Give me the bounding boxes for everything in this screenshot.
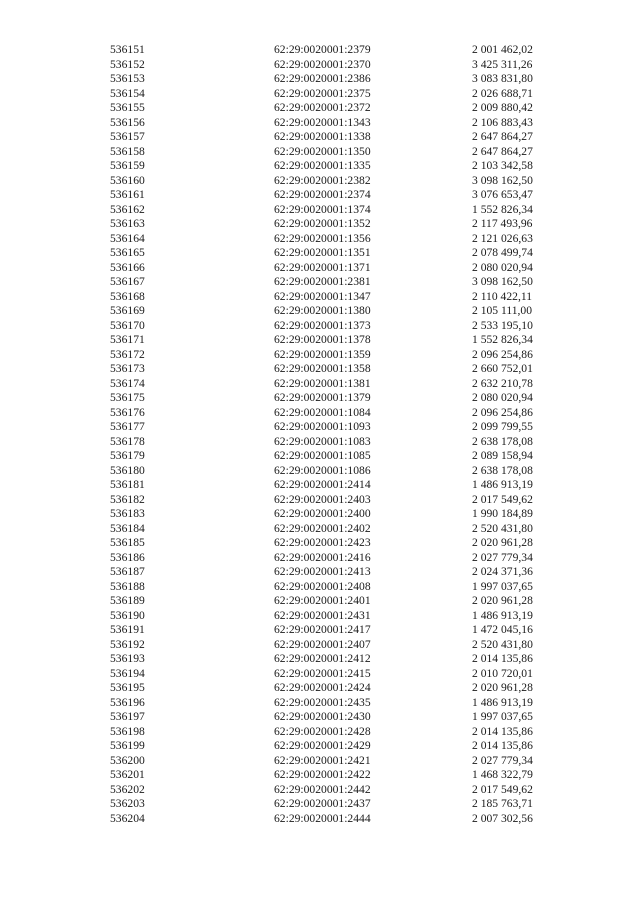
table-row xyxy=(0,362,640,377)
row-id: 536178 xyxy=(110,434,145,448)
cadastral-value: 2 105 111,00 xyxy=(472,304,533,317)
cadastral-value: 2 010 720,01 xyxy=(472,666,533,680)
cadastral-number: 62:29:0020001:1093 xyxy=(274,420,371,433)
table-row xyxy=(0,159,640,174)
row-id: 536173 xyxy=(110,362,145,375)
cadastral-number: 62:29:0020001:2370 xyxy=(274,57,371,71)
cadastral-number: 62:29:0020001:2372 xyxy=(274,101,371,114)
table-row xyxy=(0,696,640,711)
row-id: 536187 xyxy=(110,565,145,578)
table-row xyxy=(0,493,640,508)
table-row xyxy=(0,58,640,73)
table-row xyxy=(0,464,640,479)
cadastral-number: 62:29:0020001:2408 xyxy=(274,579,371,593)
cadastral-value: 1 997 037,65 xyxy=(472,579,533,593)
row-id: 536197 xyxy=(110,710,145,723)
row-id: 536165 xyxy=(110,246,145,259)
cadastral-number: 62:29:0020001:2442 xyxy=(274,782,371,796)
cadastral-number: 62:29:0020001:2429 xyxy=(274,739,371,752)
cadastral-number: 62:29:0020001:2416 xyxy=(274,550,371,564)
cadastral-value: 3 098 162,50 xyxy=(472,173,533,187)
cadastral-value: 2 121 026,63 xyxy=(472,231,533,245)
table-row xyxy=(0,377,640,392)
cadastral-value: 2 014 135,86 xyxy=(472,724,533,738)
cadastral-number: 62:29:0020001:1351 xyxy=(274,246,371,259)
cadastral-value: 2 110 422,11 xyxy=(472,289,533,303)
table-row xyxy=(0,391,640,406)
cadastral-number: 62:29:0020001:1083 xyxy=(274,434,371,448)
table-row xyxy=(0,145,640,160)
cadastral-number: 62:29:0020001:1084 xyxy=(274,405,371,419)
row-id: 536176 xyxy=(110,405,145,419)
table-row xyxy=(0,667,640,682)
row-id: 536168 xyxy=(110,289,145,303)
row-id: 536157 xyxy=(110,130,145,143)
row-id: 536153 xyxy=(110,72,145,85)
cadastral-value: 2 014 135,86 xyxy=(472,652,533,665)
cadastral-value: 1 997 037,65 xyxy=(472,710,533,723)
row-id: 536183 xyxy=(110,507,145,520)
cadastral-number: 62:29:0020001:1371 xyxy=(274,260,371,274)
row-id: 536154 xyxy=(110,86,145,100)
row-id: 536155 xyxy=(110,101,145,114)
cadastral-value: 2 117 493,96 xyxy=(472,217,533,230)
table-row xyxy=(0,812,640,827)
cadastral-value: 2 009 880,42 xyxy=(472,101,533,114)
row-id: 536161 xyxy=(110,188,145,201)
cadastral-number: 62:29:0020001:2424 xyxy=(274,681,371,694)
table-row xyxy=(0,406,640,421)
table-row xyxy=(0,710,640,725)
cadastral-number: 62:29:0020001:2435 xyxy=(274,695,371,709)
cadastral-value: 2 096 254,86 xyxy=(472,405,533,419)
table-row xyxy=(0,188,640,203)
row-id: 536152 xyxy=(110,57,145,71)
cadastral-value: 3 083 831,80 xyxy=(472,72,533,85)
cadastral-value: 2 001 462,02 xyxy=(472,43,533,56)
row-id: 536201 xyxy=(110,768,145,781)
row-id: 536175 xyxy=(110,391,145,404)
row-id: 536163 xyxy=(110,217,145,230)
row-id: 536160 xyxy=(110,173,145,187)
cadastral-number: 62:29:0020001:2414 xyxy=(274,478,371,491)
table-row xyxy=(0,594,640,609)
row-id: 536192 xyxy=(110,637,145,651)
table-row xyxy=(0,681,640,696)
cadastral-value: 2 024 371,36 xyxy=(472,565,533,578)
cadastral-value-table xyxy=(0,43,640,826)
table-row xyxy=(0,319,640,334)
cadastral-number: 62:29:0020001:1347 xyxy=(274,289,371,303)
row-id: 536171 xyxy=(110,333,145,346)
cadastral-number: 62:29:0020001:2402 xyxy=(274,521,371,535)
table-row xyxy=(0,275,640,290)
row-id: 536199 xyxy=(110,739,145,752)
cadastral-number: 62:29:0020001:2430 xyxy=(274,710,371,723)
table-row xyxy=(0,783,640,798)
table-row xyxy=(0,232,640,247)
table-row xyxy=(0,87,640,102)
table-row xyxy=(0,348,640,363)
table-row xyxy=(0,116,640,131)
row-id: 536191 xyxy=(110,623,145,636)
row-id: 536177 xyxy=(110,420,145,433)
cadastral-value: 1 486 913,19 xyxy=(472,695,533,709)
table-row xyxy=(0,551,640,566)
cadastral-number: 62:29:0020001:2379 xyxy=(274,43,371,56)
table-row xyxy=(0,478,640,493)
cadastral-value: 3 076 653,47 xyxy=(472,188,533,201)
row-id: 536196 xyxy=(110,695,145,709)
row-id: 536159 xyxy=(110,159,145,172)
row-id: 536203 xyxy=(110,797,145,810)
cadastral-value: 1 486 913,19 xyxy=(472,478,533,491)
row-id: 536179 xyxy=(110,449,145,462)
table-row xyxy=(0,72,640,87)
table-row xyxy=(0,304,640,319)
table-row xyxy=(0,725,640,740)
cadastral-number: 62:29:0020001:2444 xyxy=(274,811,371,825)
row-id: 536170 xyxy=(110,318,145,332)
table-row xyxy=(0,174,640,189)
cadastral-number: 62:29:0020001:2421 xyxy=(274,753,371,767)
cadastral-value: 2 520 431,80 xyxy=(472,637,533,651)
row-id: 536156 xyxy=(110,115,145,129)
cadastral-value: 2 017 549,62 xyxy=(472,492,533,506)
row-id: 536195 xyxy=(110,681,145,694)
cadastral-number: 62:29:0020001:1335 xyxy=(274,159,371,172)
cadastral-number: 62:29:0020001:1380 xyxy=(274,304,371,317)
table-row xyxy=(0,435,640,450)
cadastral-value: 2 020 961,28 xyxy=(472,594,533,607)
row-id: 536200 xyxy=(110,753,145,767)
table-row xyxy=(0,652,640,667)
table-row xyxy=(0,333,640,348)
cadastral-value: 1 472 045,16 xyxy=(472,623,533,636)
cadastral-value: 2 106 883,43 xyxy=(472,115,533,129)
table-row xyxy=(0,565,640,580)
cadastral-value: 2 014 135,86 xyxy=(472,739,533,752)
table-row xyxy=(0,580,640,595)
table-row xyxy=(0,536,640,551)
cadastral-value: 1 990 184,89 xyxy=(472,507,533,520)
row-id: 536172 xyxy=(110,347,145,361)
cadastral-value: 2 185 763,71 xyxy=(472,797,533,810)
cadastral-value: 2 027 779,34 xyxy=(472,753,533,767)
cadastral-value: 2 647 864,27 xyxy=(472,144,533,158)
cadastral-value: 2 089 158,94 xyxy=(472,449,533,462)
table-row xyxy=(0,130,640,145)
table-row xyxy=(0,203,640,218)
row-id: 536180 xyxy=(110,463,145,477)
row-id: 536184 xyxy=(110,521,145,535)
cadastral-number: 62:29:0020001:1378 xyxy=(274,333,371,346)
row-id: 536182 xyxy=(110,492,145,506)
cadastral-value: 2 020 961,28 xyxy=(472,536,533,549)
cadastral-value: 2 533 195,10 xyxy=(472,318,533,332)
cadastral-value: 2 078 499,74 xyxy=(472,246,533,259)
table-row xyxy=(0,739,640,754)
table-row xyxy=(0,754,640,769)
cadastral-value: 3 425 311,26 xyxy=(472,57,533,71)
row-id: 536151 xyxy=(110,43,145,56)
table-row xyxy=(0,290,640,305)
cadastral-value: 1 552 826,34 xyxy=(472,202,533,216)
cadastral-number: 62:29:0020001:1352 xyxy=(274,217,371,230)
cadastral-number: 62:29:0020001:1343 xyxy=(274,115,371,129)
cadastral-number: 62:29:0020001:2407 xyxy=(274,637,371,651)
table-row xyxy=(0,246,640,261)
cadastral-number: 62:29:0020001:2422 xyxy=(274,768,371,781)
row-id: 536166 xyxy=(110,260,145,274)
cadastral-number: 62:29:0020001:1338 xyxy=(274,130,371,143)
cadastral-value: 2 632 210,78 xyxy=(472,376,533,390)
row-id: 536167 xyxy=(110,275,145,288)
cadastral-value: 2 007 302,56 xyxy=(472,811,533,825)
cadastral-number: 62:29:0020001:2417 xyxy=(274,623,371,636)
cadastral-value: 3 098 162,50 xyxy=(472,275,533,288)
cadastral-number: 62:29:0020001:1356 xyxy=(274,231,371,245)
cadastral-value: 2 027 779,34 xyxy=(472,550,533,564)
row-id: 536164 xyxy=(110,231,145,245)
cadastral-value: 2 026 688,71 xyxy=(472,86,533,100)
cadastral-number: 62:29:0020001:2401 xyxy=(274,594,371,607)
cadastral-value: 2 099 799,55 xyxy=(472,420,533,433)
cadastral-number: 62:29:0020001:1086 xyxy=(274,463,371,477)
cadastral-value: 1 468 322,79 xyxy=(472,768,533,781)
cadastral-number: 62:29:0020001:2381 xyxy=(274,275,371,288)
row-id: 536193 xyxy=(110,652,145,665)
row-id: 536186 xyxy=(110,550,145,564)
cadastral-number: 62:29:0020001:2428 xyxy=(274,724,371,738)
table-row xyxy=(0,522,640,537)
table-row xyxy=(0,609,640,624)
cadastral-value: 2 103 342,58 xyxy=(472,159,533,172)
cadastral-number: 62:29:0020001:2375 xyxy=(274,86,371,100)
cadastral-number: 62:29:0020001:2403 xyxy=(274,492,371,506)
cadastral-number: 62:29:0020001:2382 xyxy=(274,173,371,187)
table-row xyxy=(0,797,640,812)
cadastral-number: 62:29:0020001:2431 xyxy=(274,608,371,622)
cadastral-value: 2 647 864,27 xyxy=(472,130,533,143)
row-id: 536181 xyxy=(110,478,145,491)
cadastral-value: 2 080 020,94 xyxy=(472,260,533,274)
cadastral-number: 62:29:0020001:1374 xyxy=(274,202,371,216)
cadastral-number: 62:29:0020001:2386 xyxy=(274,72,371,85)
table-row xyxy=(0,507,640,522)
cadastral-number: 62:29:0020001:1359 xyxy=(274,347,371,361)
row-id: 536194 xyxy=(110,666,145,680)
table-row xyxy=(0,43,640,58)
cadastral-value: 2 638 178,08 xyxy=(472,434,533,448)
cadastral-number: 62:29:0020001:2415 xyxy=(274,666,371,680)
cadastral-value: 2 080 020,94 xyxy=(472,391,533,404)
cadastral-number: 62:29:0020001:1379 xyxy=(274,391,371,404)
row-id: 536189 xyxy=(110,594,145,607)
table-row xyxy=(0,420,640,435)
table-row xyxy=(0,217,640,232)
table-row xyxy=(0,623,640,638)
cadastral-value: 2 638 178,08 xyxy=(472,463,533,477)
cadastral-number: 62:29:0020001:1381 xyxy=(274,376,371,390)
cadastral-value: 2 020 961,28 xyxy=(472,681,533,694)
cadastral-value: 1 486 913,19 xyxy=(472,608,533,622)
cadastral-number: 62:29:0020001:2423 xyxy=(274,536,371,549)
cadastral-number: 62:29:0020001:1358 xyxy=(274,362,371,375)
cadastral-number: 62:29:0020001:2374 xyxy=(274,188,371,201)
cadastral-number: 62:29:0020001:1085 xyxy=(274,449,371,462)
cadastral-value: 1 552 826,34 xyxy=(472,333,533,346)
cadastral-value: 2 017 549,62 xyxy=(472,782,533,796)
cadastral-number: 62:29:0020001:2400 xyxy=(274,507,371,520)
cadastral-number: 62:29:0020001:2413 xyxy=(274,565,371,578)
table-row xyxy=(0,261,640,276)
row-id: 536169 xyxy=(110,304,145,317)
row-id: 536190 xyxy=(110,608,145,622)
row-id: 536162 xyxy=(110,202,145,216)
cadastral-number: 62:29:0020001:2437 xyxy=(274,797,371,810)
row-id: 536202 xyxy=(110,782,145,796)
cadastral-value: 2 660 752,01 xyxy=(472,362,533,375)
row-id: 536204 xyxy=(110,811,145,825)
table-row xyxy=(0,101,640,116)
row-id: 536158 xyxy=(110,144,145,158)
cadastral-number: 62:29:0020001:1373 xyxy=(274,318,371,332)
table-row xyxy=(0,449,640,464)
cadastral-number: 62:29:0020001:1350 xyxy=(274,144,371,158)
row-id: 536188 xyxy=(110,579,145,593)
cadastral-number: 62:29:0020001:2412 xyxy=(274,652,371,665)
cadastral-value: 2 096 254,86 xyxy=(472,347,533,361)
table-row xyxy=(0,768,640,783)
table-row xyxy=(0,638,640,653)
row-id: 536185 xyxy=(110,536,145,549)
row-id: 536174 xyxy=(110,376,145,390)
row-id: 536198 xyxy=(110,724,145,738)
cadastral-value: 2 520 431,80 xyxy=(472,521,533,535)
